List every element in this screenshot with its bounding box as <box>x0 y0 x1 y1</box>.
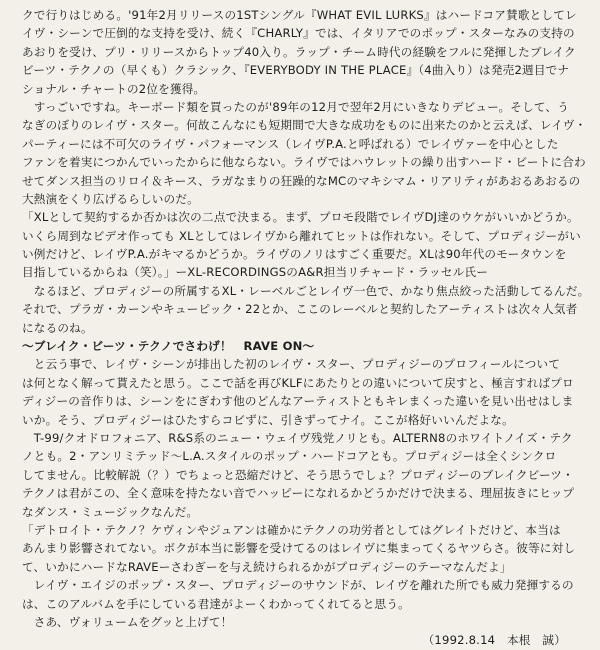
text-line: ディジーの音作りは、シーンをにぎわす他のどんなアーティストともキレまくった違いを見い出せはしま <box>22 394 574 409</box>
text-line: クで行りはじめる。'91年2月リリースの1STシングル『WHAT EVIL LURKS』はハードコア賛歌としてレ <box>22 8 577 22</box>
text-line: と云う事で、レイヴ・シーンが排出した初のレイヴ・スター、プロディジーのプロフィールについて <box>22 357 561 372</box>
text-line: それで、プラガ・カーンやキューピック・22とか、ここのレーベルと契約したアーティストは次々人気者 <box>22 302 578 317</box>
section-heading: 〜ブレイク・ビーツ・テクノでさわげ！ RAVE ON〜 <box>22 339 315 354</box>
text-line: してません。比較解説（？）でちょっと恐縮だけど、そう思うでしょ？プロディジーのブレイクビーツ・ <box>22 467 574 482</box>
quote-line: 「XLとして契約するか否かは次の二点で決まる。まず、プロモ段階でレイヴDJ達のウケがいいかどうか。 <box>22 210 579 225</box>
body-text <box>22 6 590 650</box>
text-line: になるのね。 <box>22 320 93 335</box>
text-line: パーティーには不可欠のライヴ・パフォーマンス（レイヴP.A.と呼ばれる）でレイヴァーを中心とした <box>22 136 559 151</box>
author-signature: （1992.8.14 本根 誠） <box>422 633 566 648</box>
text-line: ノとも。2・アンリミテッド〜L.A.スタイルのポップ・ハードコアとも。プロディジーは全くシンクロ <box>22 449 557 464</box>
text-line: テクノは君がこの、全く意味を持たない音でハッピーになれるかどうかだけで決まる、理屈抜きにヒップ <box>22 486 575 501</box>
text-line: いか。そう、プロディジーはひたすらコビずに、引きずってナイ。ここが格好いいんだよな。 <box>22 412 514 427</box>
text-line: あおりを受け、プリ・リリースからトップ40入り。ラップ・チーム時代の経験をフルに発揮したブレイク <box>22 44 576 59</box>
text-line: なるほど、プロディジーの所属するXL・レーベルごとレイヴ一色で、かなり焦点絞った活動してるんだ。 <box>22 283 590 298</box>
quote-line: あんまり影響されてない。ボクが本当に影響を受けてるのはレイヴに集まってくるヤツらさ。彼等に対し <box>22 541 576 556</box>
text-line: さあ、ヴォリュームをグッと上げて！ <box>22 614 233 629</box>
text-line: ビーツ・テクノの（早くも）クラシック、『EVERYBODY IN THE PLACE』（4曲入り）は発売2週目でナ <box>22 63 570 78</box>
text-line: なぎのぼりのレイヴ・スター。何故こんなにも短期間で大きな成功をものに出来たのかと云えば、レイヴ・ <box>22 118 587 133</box>
quote-line: い例だけど、レイヴP.A.がキマるかどうか。ライヴのノリはすごく重要だ。XLは90年代のモータウンを <box>22 247 567 262</box>
quote-line: 目指しているからね（笑）。」ーXL-RECORDINGSのA&R担当リチャード・ラッセル氏ー <box>22 265 489 280</box>
text-line: 大熱演をくり広げるらしいのだ。 <box>22 191 199 206</box>
text-line: なダンス・ミュージックなんだ。 <box>22 504 199 519</box>
text-line: レイヴ・エイジのポップ・スター、プロディジーのサウンドが、レイヴを離れた所でも威力発揮するの <box>22 578 574 593</box>
text-line: は何となく解って貰えたと思う。ここで話を再びKLFにあたりとの違いについて戻すと、極言すればプロ <box>22 375 574 390</box>
text-line: T-99/クオドロフォニア、R&S系のニュー・ウェイヴ残党ノリとも。ALTERN8のホワイトノイズ・テク <box>22 430 573 445</box>
quote-line: て、いかにハードなRAVEーさわぎーを与え続けられるかがプロディジーのテーマなんだよ」 <box>22 559 512 574</box>
text-line: ショナル・チャートの2位を獲得。 <box>22 81 206 96</box>
text-line: すっごいですね。キーボード類を買ったのが'89年の12月で翌年2月にいきなりデビュー。そして、う <box>22 99 570 114</box>
quote-line: いくら周到なビデオ作っても XLとしてはレイヴから離れてヒットは作れない。そして、プロディジーがい <box>22 228 581 243</box>
text-line: は、このアルバムを手にしている君達がよーくわかってくれてると思う。 <box>22 596 410 611</box>
text-line: せてダンス担当のリロイ＆キース、ラガなまりの狂躁的なMCのマキシマム・リアリティがあおるあおるの <box>22 173 581 188</box>
text-line: イヴ・シーンで圧倒的な支持を受け、続く『CHARLY』では、イタリアでのポップ・スターなみの支持の <box>22 26 575 41</box>
text-line: ファンを着実につかんでいったからに他ならない。ライヴではハウレットの繰り出すハード・ビートに合わ <box>22 155 586 170</box>
quote-line: 「デトロイト・テクノ？ケヴィンやジュアンは確かにテクノの功労者としてはグレイトだけど、本当は <box>22 522 561 537</box>
